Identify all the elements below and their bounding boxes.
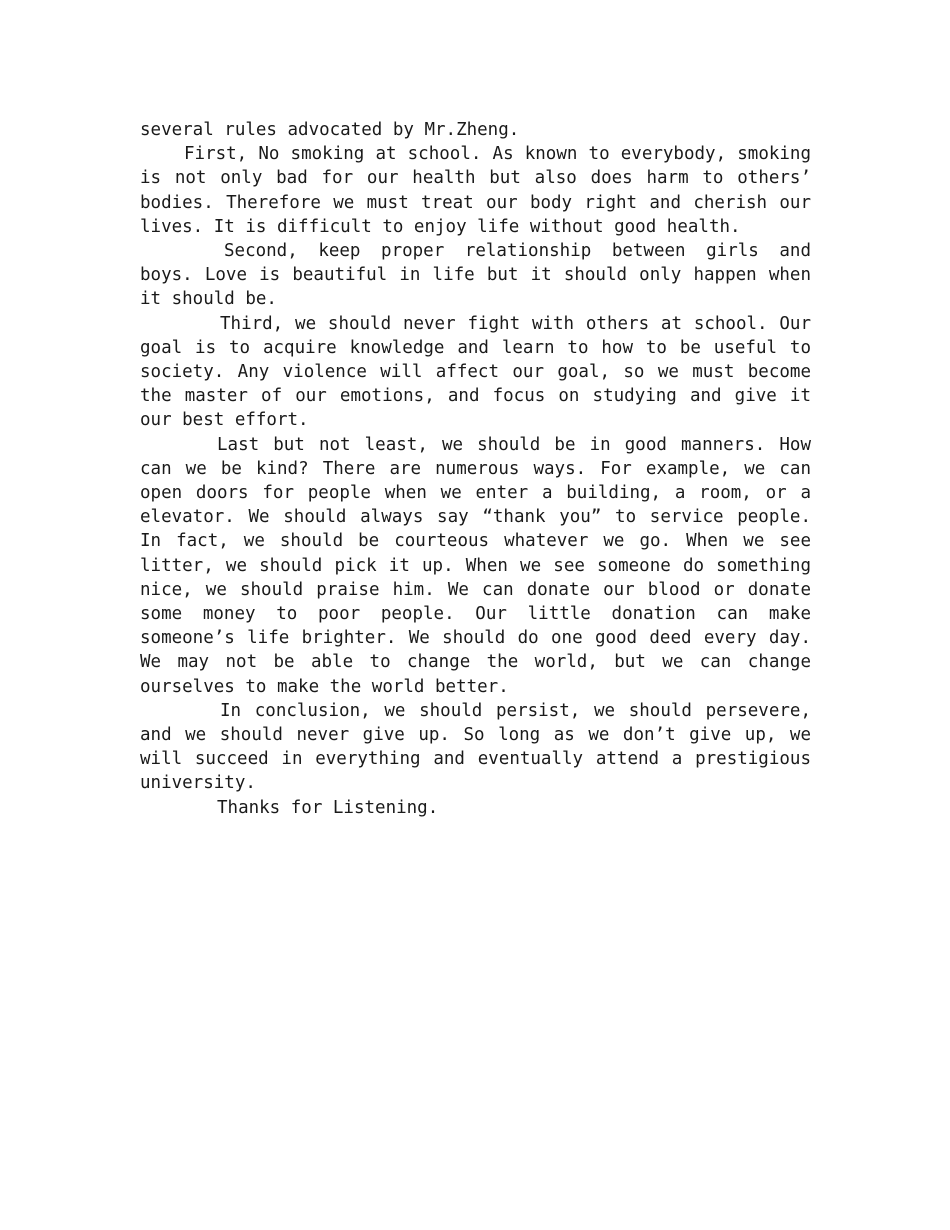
paragraph-intro: several rules advocated by Mr.Zheng. (140, 120, 520, 140)
document-body (140, 118, 811, 820)
paragraph-second-rule: Second, keep proper relationship between girls and boys. Love is beautiful in life but it should only happen when it should be. (140, 241, 811, 310)
paragraph-conclusion: In conclusion, we should persist, we should persevere, and we should never give up. So long as we don’t give up, we will succeed in everything and eventually attend a prestigious university. (140, 700, 811, 794)
paragraph-last-rule: Last but not least, we should be in good manners. How can we be kind? There are numerous ways. For example, we can open doors for people when we enter a building, a room, or a elevator. We should always say “thank you” to service people. In fact, we should be courteous whatever we go. When we see litter, we should pick it up. When we see someone do something nice, we should praise him. We can donate our blood or donate some money to poor people. Our little donation can make someone’s life brighter. We should do one good deed every day. We may not be able to change the world, but we can change ourselves to make the world better. (140, 434, 811, 697)
paragraph-thanks: Thanks for Listening. (217, 797, 439, 818)
paragraph-third-rule: Third, we should never fight with others at school. Our goal is to acquire knowledge and learn to how to be useful to society. Any violence will affect our goal, so we must become the master of our emotions, and focus on studying and give it our best effort. (140, 313, 811, 431)
paragraph-first-rule: First, No smoking at school. As known to everybody, smoking is not only bad for our health but also does harm to others’ bodies. Therefore we must treat our body right and cherish our lives. It is difficult to enjoy life without good health. (140, 144, 811, 237)
